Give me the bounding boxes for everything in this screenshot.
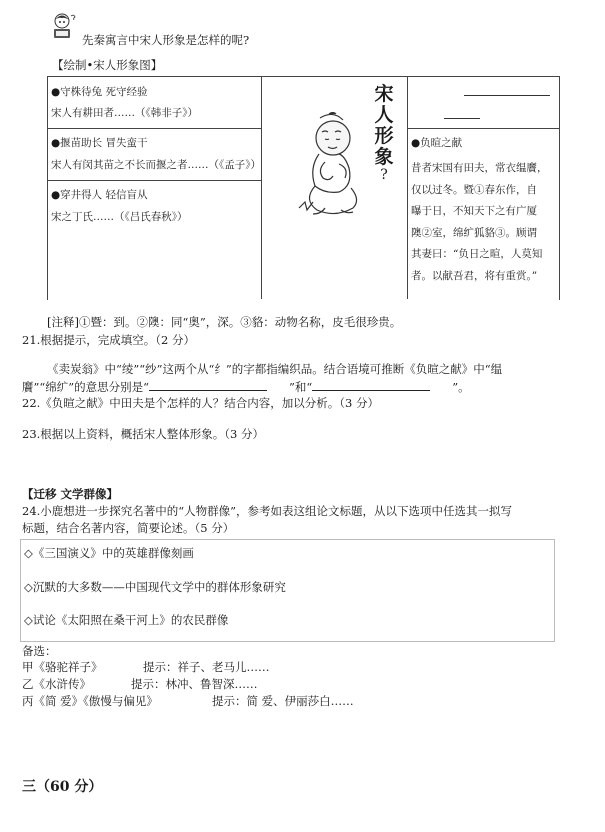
center-title-char: 象 [374, 146, 394, 168]
passage-line: 曝于日，不知天下之有广厦 [411, 205, 537, 217]
answer-blank-1[interactable] [149, 378, 267, 391]
right-title: ●负暄之献 [411, 137, 463, 149]
passage-line: 者。以献吾君，将有重赏。” [411, 269, 538, 282]
annotation-note: [注释]①暨：到。②隩：同“奥”，深。③貉：动物名称，皮毛很珍贵。 [47, 315, 402, 329]
q21-line2 [22, 378, 470, 395]
option-c-hint: 提示：简 爱、伊丽莎白…… [212, 694, 354, 708]
blank-line-top [464, 95, 550, 96]
q24-line1: 24.小鹿想进一步探究名著中的“人物群像”，参考如表这组论文标题，从以下选项中任选其一拟写 [22, 504, 513, 518]
row3-text: 宋之丁氏……（《吕氏春秋》） [51, 211, 188, 223]
answer-blank-2[interactable] [312, 378, 430, 391]
q21-line1: 《卖炭翁》中“绫”“纱”这两个从“纟”的字都指编织品。结合语境可推断《负暄之献》中“缊 [47, 362, 503, 376]
row3-title: ●穿井得人 轻信盲从 [51, 189, 148, 201]
reference-title-1: ◇《三国演义》中的英雄群像刻画 [24, 546, 194, 560]
q21-line2-b: ”和“ [289, 380, 313, 394]
passage-line: 其妻曰：“负日之暄，人莫知 [411, 248, 543, 260]
option-b-hint: 提示：林冲、鲁智深…… [131, 677, 258, 691]
row2-text: 宋人有闵其苗之不长而揠之者……（《孟子》） [51, 159, 261, 171]
q23: 23.根据以上资料，概括宋人整体形象。（3 分） [22, 427, 265, 441]
q21-line2-c: ”。 [452, 380, 470, 394]
intro-question: 先秦寓言中宋人形象是怎样的呢? [82, 33, 250, 47]
q21-line2-a: 黂”“绵纩”的意思分别是“ [22, 380, 150, 394]
center-title-char: 人 [374, 104, 394, 126]
option-a-name: 甲《骆驼祥子》 [22, 660, 103, 674]
center-title-char: ? [380, 167, 388, 183]
blank-line-short [444, 118, 480, 119]
row1-title: ●守株待兔 死守经验 [51, 86, 148, 98]
q21-stem: 21.根据提示，完成填空。（2 分） [22, 333, 196, 347]
row1-text: 宋人有耕田者……（《韩非子》） [51, 107, 198, 119]
center-title-char: 宋 [374, 83, 394, 105]
right-passage [411, 158, 548, 287]
passage-line: 仅以过冬。暨①春东作，自 [411, 183, 537, 196]
row2-title: ●揠苗助长 冒失蛮干 [51, 137, 148, 149]
reference-title-3: ◇试论《太阳照在桑干河上》的农民群像 [24, 613, 229, 627]
option-c-name: 丙《简 爱》《傲慢与偏见》 [22, 694, 158, 708]
q24-line2: 标题，结合名著内容，简要论述。（5 分） [22, 521, 235, 535]
reading-boy-icon [51, 12, 77, 40]
option-b-name: 乙《水浒传》 [22, 677, 91, 691]
song-person-illustration [295, 112, 375, 224]
section-label: 【绘制•宋人形象图】 [52, 58, 163, 72]
migrate-label: 【迁移 文学群像】 [22, 487, 119, 501]
section3-heading: 三（60 分） [22, 779, 103, 795]
options-label: 备选： [22, 644, 57, 658]
q22: 22.《负暄之献》中田夫是个怎样的人？结合内容，加以分析。（3 分） [22, 396, 380, 410]
passage-line: 昔者宋国有田夫，常衣缊黂， [411, 162, 548, 174]
passage-line: 隩②室，绵纩狐貉③。顾谓 [411, 226, 537, 239]
center-title-char: 形 [374, 125, 394, 147]
reference-title-2: ◇沉默的大多数——中国现代文学中的群体形象研究 [24, 580, 286, 594]
option-a-hint: 提示：祥子、老马儿…… [143, 660, 270, 674]
